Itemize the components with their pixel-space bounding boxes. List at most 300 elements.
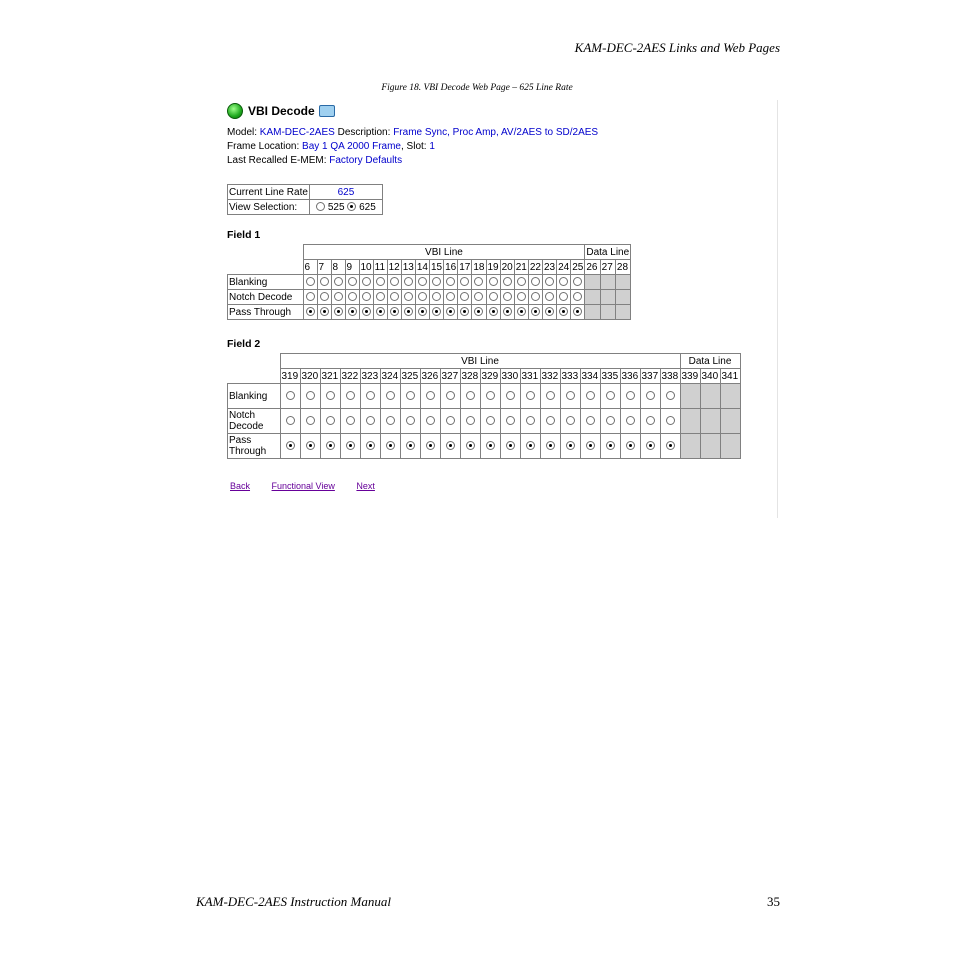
line-mode-radio[interactable] — [326, 391, 335, 400]
line-number: 14 — [416, 261, 428, 273]
radio-cell — [317, 275, 331, 290]
radio-cell — [430, 290, 444, 305]
view-selection-label: View Selection: — [228, 200, 310, 215]
line-number: 327 — [441, 370, 459, 382]
line-mode-radio[interactable] — [446, 307, 455, 316]
line-mode-radio[interactable] — [362, 292, 371, 301]
line-mode-radio[interactable] — [306, 307, 315, 316]
line-mode-radio[interactable] — [606, 416, 615, 425]
radio-cell — [557, 305, 571, 320]
table-row — [228, 275, 631, 290]
radio-cell — [600, 384, 620, 409]
line-mode-radio[interactable] — [517, 277, 526, 286]
line-mode-radio[interactable] — [446, 416, 455, 425]
line-mode-radio[interactable] — [404, 277, 413, 286]
radio-cell — [560, 384, 580, 409]
radio-cell — [500, 305, 514, 320]
line-mode-radio[interactable] — [573, 307, 582, 316]
radio-cell — [458, 305, 472, 320]
line-mode-radio[interactable] — [566, 416, 575, 425]
line-number: 323 — [361, 370, 379, 382]
line-mode-radio[interactable] — [474, 277, 483, 286]
line-mode-radio[interactable] — [346, 391, 355, 400]
line-number: 28 — [615, 260, 630, 275]
line-mode-radio[interactable] — [346, 416, 355, 425]
line-mode-radio[interactable] — [306, 441, 315, 450]
disabled-cell — [615, 305, 630, 320]
radio-cell — [571, 275, 585, 290]
line-mode-radio[interactable] — [348, 292, 357, 301]
line-mode-radio[interactable] — [306, 416, 315, 425]
radio-cell — [458, 290, 472, 305]
radio-cell — [420, 434, 440, 459]
line-mode-radio[interactable] — [426, 391, 435, 400]
line-mode-radio[interactable] — [334, 307, 343, 316]
view-525-radio[interactable] — [316, 202, 325, 211]
line-mode-radio[interactable] — [474, 307, 483, 316]
view-625-radio[interactable] — [347, 202, 356, 211]
radio-cell — [580, 384, 600, 409]
line-mode-radio[interactable] — [362, 277, 371, 286]
line-mode-radio[interactable] — [426, 441, 435, 450]
line-number: 331 — [521, 370, 539, 382]
line-number: 17 — [459, 261, 471, 273]
line-number: 11 — [373, 260, 387, 275]
line-number: 319 — [281, 370, 299, 382]
description-label: Description: — [337, 127, 391, 138]
radio-cell — [640, 409, 660, 434]
disabled-cell — [600, 305, 615, 320]
line-number: 23 — [544, 261, 556, 273]
line-mode-radio[interactable] — [586, 441, 595, 450]
back-link[interactable]: Back — [230, 481, 251, 491]
line-mode-radio[interactable] — [626, 416, 635, 425]
line-number: 27 — [600, 260, 615, 275]
data-line-header: Data Line — [680, 354, 740, 369]
radio-cell — [660, 409, 680, 434]
line-mode-radio[interactable] — [573, 277, 582, 286]
radio-cell — [331, 290, 345, 305]
radio-cell — [528, 305, 542, 320]
line-number: 12 — [388, 261, 400, 273]
radio-cell — [480, 434, 500, 459]
line-mode-radio[interactable] — [486, 416, 495, 425]
line-mode-radio[interactable] — [432, 292, 441, 301]
table-row — [228, 305, 631, 320]
line-number: 329 — [481, 370, 499, 382]
functional-view-link[interactable]: Functional View — [271, 481, 335, 491]
disabled-cell — [700, 409, 720, 434]
line-number: 330 — [501, 370, 519, 382]
view-625-label: 625 — [359, 201, 376, 213]
disabled-cell — [600, 275, 615, 290]
line-mode-radio[interactable] — [531, 292, 540, 301]
line-mode-radio[interactable] — [506, 441, 515, 450]
line-mode-radio[interactable] — [386, 416, 395, 425]
line-mode-radio[interactable] — [362, 307, 371, 316]
line-number: 334 — [581, 370, 599, 382]
field2-table — [227, 353, 741, 459]
line-mode-radio[interactable] — [418, 277, 427, 286]
radio-cell — [500, 409, 520, 434]
radio-cell — [360, 434, 380, 459]
disabled-cell — [700, 384, 720, 409]
line-number: 6 — [303, 260, 317, 275]
radio-cell — [359, 305, 373, 320]
line-mode-radio[interactable] — [466, 441, 475, 450]
radio-cell — [543, 305, 557, 320]
radio-cell — [540, 434, 560, 459]
line-mode-radio[interactable] — [348, 307, 357, 316]
radio-cell — [360, 384, 380, 409]
radio-cell — [620, 409, 640, 434]
line-mode-radio[interactable] — [466, 391, 475, 400]
radio-cell — [401, 290, 415, 305]
radio-cell — [444, 305, 458, 320]
line-mode-radio[interactable] — [446, 441, 455, 450]
line-mode-radio[interactable] — [426, 416, 435, 425]
line-mode-radio[interactable] — [390, 277, 399, 286]
line-mode-radio[interactable] — [320, 277, 329, 286]
radio-cell — [440, 409, 460, 434]
line-mode-radio[interactable] — [320, 307, 329, 316]
radio-cell — [373, 290, 387, 305]
radio-cell — [472, 290, 486, 305]
disabled-cell — [720, 409, 740, 434]
radio-cell — [560, 409, 580, 434]
line-mode-radio[interactable] — [666, 441, 675, 450]
line-mode-radio[interactable] — [666, 416, 675, 425]
radio-cell — [415, 275, 429, 290]
line-mode-radio[interactable] — [326, 441, 335, 450]
radio-cell — [280, 434, 300, 459]
line-mode-radio[interactable] — [286, 441, 295, 450]
radio-cell — [345, 305, 359, 320]
line-mode-radio[interactable] — [326, 416, 335, 425]
line-mode-radio[interactable] — [306, 391, 315, 400]
line-mode-radio[interactable] — [626, 391, 635, 400]
radio-cell — [320, 384, 340, 409]
line-mode-radio[interactable] — [546, 391, 555, 400]
line-mode-radio[interactable] — [376, 277, 385, 286]
line-mode-radio[interactable] — [406, 416, 415, 425]
radio-cell — [580, 409, 600, 434]
data-line-header: Data Line — [586, 246, 630, 258]
radio-cell — [514, 290, 528, 305]
line-mode-radio[interactable] — [545, 307, 554, 316]
line-mode-radio[interactable] — [573, 292, 582, 301]
radio-cell — [540, 384, 560, 409]
line-number: 21 — [515, 261, 527, 273]
line-mode-radio[interactable] — [666, 391, 675, 400]
line-mode-radio[interactable] — [503, 307, 512, 316]
line-mode-radio[interactable] — [432, 307, 441, 316]
view-525-label: 525 — [327, 201, 345, 213]
row-label: Blanking — [228, 384, 281, 409]
radio-cell — [400, 409, 420, 434]
radio-cell — [480, 409, 500, 434]
line-mode-radio[interactable] — [386, 391, 395, 400]
radio-cell — [460, 384, 480, 409]
line-mode-radio[interactable] — [460, 307, 469, 316]
description-value: Frame Sync, Proc Amp, AV/2AES to SD/2AES — [393, 127, 599, 138]
line-mode-radio[interactable] — [503, 277, 512, 286]
radio-cell — [420, 384, 440, 409]
line-mode-radio[interactable] — [545, 277, 554, 286]
line-number: 332 — [541, 370, 559, 382]
field1-title: Field 1 — [227, 229, 261, 241]
line-mode-radio[interactable] — [503, 292, 512, 301]
table-row — [228, 434, 741, 459]
line-mode-radio[interactable] — [418, 307, 427, 316]
radio-cell — [520, 434, 540, 459]
line-mode-radio[interactable] — [334, 277, 343, 286]
line-number: 338 — [661, 370, 679, 382]
line-mode-radio[interactable] — [546, 416, 555, 425]
line-mode-radio[interactable] — [446, 277, 455, 286]
radio-cell — [557, 275, 571, 290]
radio-cell — [415, 290, 429, 305]
row-label: Notch Decode — [228, 290, 304, 305]
radio-cell — [300, 384, 320, 409]
radio-cell — [359, 290, 373, 305]
radio-cell — [373, 305, 387, 320]
line-mode-radio[interactable] — [376, 292, 385, 301]
line-mode-radio[interactable] — [559, 307, 568, 316]
line-mode-radio[interactable] — [474, 292, 483, 301]
line-mode-radio[interactable] — [390, 292, 399, 301]
row-label: Notch Decode — [228, 409, 281, 434]
line-mode-radio[interactable] — [460, 277, 469, 286]
radio-cell — [380, 409, 400, 434]
line-mode-radio[interactable] — [526, 441, 535, 450]
line-mode-radio[interactable] — [386, 441, 395, 450]
line-mode-radio[interactable] — [404, 307, 413, 316]
line-mode-radio[interactable] — [646, 391, 655, 400]
radio-cell — [320, 409, 340, 434]
line-mode-radio[interactable] — [404, 292, 413, 301]
vbi-decode-panel — [227, 100, 775, 491]
line-number: 340 — [701, 370, 719, 382]
line-mode-radio[interactable] — [346, 441, 355, 450]
radio-cell — [514, 305, 528, 320]
line-mode-radio[interactable] — [526, 416, 535, 425]
line-number: 20 — [501, 261, 513, 273]
row-label: Blanking — [228, 275, 304, 290]
slot-value: 1 — [429, 141, 435, 152]
line-mode-radio[interactable] — [306, 277, 315, 286]
line-mode-radio[interactable] — [545, 292, 554, 301]
line-rate-value: 625 — [309, 185, 382, 200]
line-mode-radio[interactable] — [531, 307, 540, 316]
radio-cell — [514, 275, 528, 290]
line-number: 13 — [402, 261, 414, 273]
line-mode-radio[interactable] — [606, 391, 615, 400]
view-selection-radios — [309, 200, 382, 215]
next-link[interactable]: Next — [356, 481, 375, 491]
radio-cell — [571, 290, 585, 305]
line-number: 26 — [585, 260, 600, 275]
disabled-cell — [720, 384, 740, 409]
line-rate-label: Current Line Rate — [229, 186, 308, 198]
radio-cell — [528, 275, 542, 290]
page-title: VBI Decode — [248, 104, 315, 118]
line-mode-radio[interactable] — [432, 277, 441, 286]
line-mode-radio[interactable] — [559, 277, 568, 286]
radio-cell — [520, 409, 540, 434]
line-number: 22 — [529, 261, 541, 273]
line-mode-radio[interactable] — [390, 307, 399, 316]
header-spacer — [228, 369, 281, 384]
radio-cell — [444, 290, 458, 305]
footer-manual-title: KAM-DEC-2AES Instruction Manual — [196, 894, 391, 909]
radio-cell — [415, 305, 429, 320]
line-mode-radio[interactable] — [626, 441, 635, 450]
line-mode-radio[interactable] — [526, 391, 535, 400]
line-number: 25 — [572, 261, 584, 273]
line-mode-radio[interactable] — [286, 391, 295, 400]
radio-cell — [360, 409, 380, 434]
line-mode-radio[interactable] — [446, 391, 455, 400]
radio-cell — [401, 305, 415, 320]
line-mode-radio[interactable] — [486, 391, 495, 400]
radio-cell — [600, 409, 620, 434]
radio-cell — [303, 290, 317, 305]
line-mode-radio[interactable] — [546, 441, 555, 450]
radio-cell — [440, 434, 460, 459]
emem-label: Last Recalled E-MEM: — [227, 155, 327, 166]
title-row — [227, 100, 775, 122]
radio-cell — [387, 290, 401, 305]
line-mode-radio[interactable] — [489, 277, 498, 286]
radio-cell — [500, 275, 514, 290]
line-mode-radio[interactable] — [286, 416, 295, 425]
line-mode-radio[interactable] — [466, 416, 475, 425]
line-mode-radio[interactable] — [646, 416, 655, 425]
line-mode-radio[interactable] — [586, 391, 595, 400]
radio-cell — [340, 409, 360, 434]
line-mode-radio[interactable] — [586, 416, 595, 425]
line-number: 337 — [641, 370, 659, 382]
radio-cell — [543, 275, 557, 290]
line-mode-radio[interactable] — [517, 307, 526, 316]
line-mode-radio[interactable] — [460, 292, 469, 301]
slot-label: , Slot: — [401, 141, 427, 152]
line-mode-radio[interactable] — [348, 277, 357, 286]
radio-cell — [660, 384, 680, 409]
line-number: 326 — [421, 370, 439, 382]
line-mode-radio[interactable] — [531, 277, 540, 286]
radio-cell — [401, 275, 415, 290]
row-label: Pass Through — [228, 305, 304, 320]
nav-links — [227, 481, 775, 491]
line-number: 335 — [601, 370, 619, 382]
line-mode-radio[interactable] — [366, 441, 375, 450]
radio-cell — [280, 409, 300, 434]
disabled-cell — [700, 434, 720, 459]
figure-caption: Figure 18. VBI Decode Web Page – 625 Line Rate — [381, 83, 573, 93]
line-mode-radio[interactable] — [366, 416, 375, 425]
line-number: 322 — [341, 370, 359, 382]
row-label: Pass Through — [228, 434, 281, 459]
line-mode-radio[interactable] — [606, 441, 615, 450]
line-number: 9 — [345, 260, 359, 275]
frame-location-value: Bay 1 QA 2000 Frame — [302, 141, 401, 152]
emem-value: Factory Defaults — [329, 155, 403, 166]
radio-cell — [420, 409, 440, 434]
table-row — [228, 290, 631, 305]
line-mode-radio[interactable] — [506, 416, 515, 425]
line-mode-radio[interactable] — [566, 391, 575, 400]
line-number: 8 — [331, 260, 345, 275]
line-mode-radio[interactable] — [646, 441, 655, 450]
radio-cell — [460, 434, 480, 459]
line-mode-radio[interactable] — [506, 391, 515, 400]
radio-cell — [430, 275, 444, 290]
line-number: 24 — [558, 261, 570, 273]
line-mode-radio[interactable] — [559, 292, 568, 301]
header-spacer — [228, 354, 281, 369]
line-number: 339 — [681, 370, 699, 382]
radio-cell — [571, 305, 585, 320]
header-spacer — [228, 245, 304, 260]
refresh-icon[interactable] — [319, 105, 335, 117]
radio-cell — [480, 384, 500, 409]
field1-table — [227, 244, 631, 320]
disabled-cell — [680, 384, 700, 409]
line-mode-radio[interactable] — [406, 391, 415, 400]
line-mode-radio[interactable] — [517, 292, 526, 301]
line-mode-radio[interactable] — [320, 292, 329, 301]
line-number: 18 — [473, 261, 485, 273]
radio-cell — [640, 434, 660, 459]
vbi-line-header: VBI Line — [280, 354, 680, 369]
radio-cell — [317, 305, 331, 320]
radio-cell — [444, 275, 458, 290]
line-mode-radio[interactable] — [306, 292, 315, 301]
radio-cell — [359, 275, 373, 290]
line-mode-radio[interactable] — [334, 292, 343, 301]
radio-cell — [540, 409, 560, 434]
radio-cell — [458, 275, 472, 290]
line-mode-radio[interactable] — [376, 307, 385, 316]
line-number: 321 — [321, 370, 339, 382]
radio-cell — [387, 275, 401, 290]
line-mode-radio[interactable] — [489, 307, 498, 316]
vbi-line-header: VBI Line — [303, 245, 585, 260]
disabled-cell — [600, 290, 615, 305]
radio-cell — [520, 384, 540, 409]
radio-cell — [340, 384, 360, 409]
line-mode-radio[interactable] — [566, 441, 575, 450]
line-mode-radio[interactable] — [489, 292, 498, 301]
line-number: 320 — [301, 370, 319, 382]
radio-cell — [543, 290, 557, 305]
line-mode-radio[interactable] — [446, 292, 455, 301]
radio-cell — [560, 434, 580, 459]
line-mode-radio[interactable] — [406, 441, 415, 450]
line-mode-radio[interactable] — [366, 391, 375, 400]
radio-cell — [430, 305, 444, 320]
radio-cell — [373, 275, 387, 290]
line-mode-radio[interactable] — [418, 292, 427, 301]
radio-cell — [486, 305, 500, 320]
radio-cell — [317, 290, 331, 305]
line-mode-radio[interactable] — [486, 441, 495, 450]
radio-cell — [528, 290, 542, 305]
radio-cell — [303, 275, 317, 290]
disabled-cell — [615, 290, 630, 305]
